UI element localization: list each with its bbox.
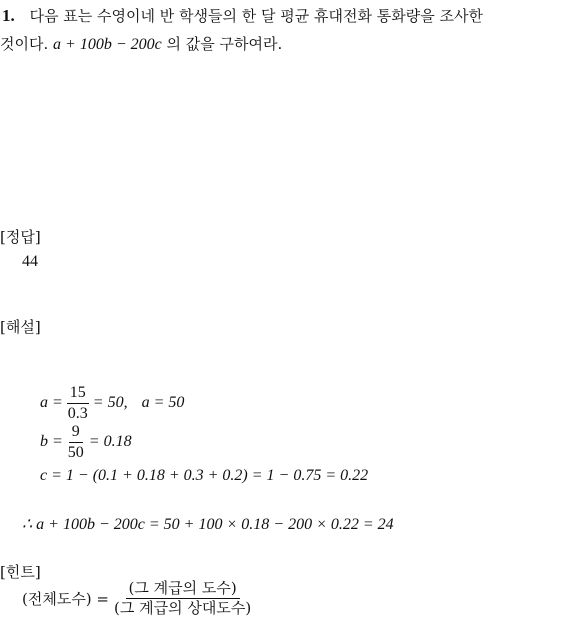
- eq1-fraction: [65, 384, 91, 422]
- problem-text-prefix: 것이다.: [0, 35, 49, 53]
- problem-line-2: [0, 33, 282, 54]
- eq2-denominator: 50: [67, 443, 84, 461]
- problem-text-line1: 다음 표는 수영이네 반 학생들의 한 달 평균 휴대전화 통화량을 조사한: [29, 7, 483, 25]
- eq2-lhs: b =: [40, 433, 63, 451]
- hint-fraction: [111, 580, 254, 616]
- answer-label: [정답]: [0, 228, 41, 246]
- eq2-rhs: = 0.18: [88, 433, 132, 451]
- problem-expression: a + 100b − 200c: [53, 36, 162, 53]
- explanation-label: [해설]: [0, 318, 41, 336]
- explanation-eq3: c = 1 − (0.1 + 0.18 + 0.3 + 0.2) = 1 − 0.75 = 0.22: [40, 467, 369, 484]
- eq1-lhs: a =: [40, 394, 63, 412]
- eq1-extra: a = 50: [141, 394, 185, 412]
- explanation-eq1: [40, 384, 184, 422]
- eq1-denominator: 0.3: [67, 404, 88, 422]
- hint-formula: [22, 580, 256, 616]
- eq1-rhs: = 50,: [92, 394, 128, 412]
- explanation-eq2: [40, 423, 132, 461]
- hint-denominator: (그 계급의 상대도수): [114, 598, 252, 617]
- hint-numerator: (그 계급의 도수): [126, 580, 240, 599]
- eq2-numerator: 9: [69, 423, 83, 443]
- eq1-numerator: 15: [67, 384, 89, 404]
- problem-text-suffix: 의 값을 구하여라.: [166, 35, 283, 53]
- problem-number: 1.: [2, 6, 15, 25]
- hint-label: [힌트]: [0, 563, 41, 581]
- problem-line-1: [2, 5, 483, 26]
- answer-value: 44: [22, 253, 38, 270]
- eq2-fraction: [65, 423, 87, 461]
- hint-lhs: (전체도수) =: [22, 589, 110, 608]
- explanation-conclusion: ∴ a + 100b − 200c = 50 + 100 × 0.18 − 200 × 0.22 = 24: [22, 516, 394, 533]
